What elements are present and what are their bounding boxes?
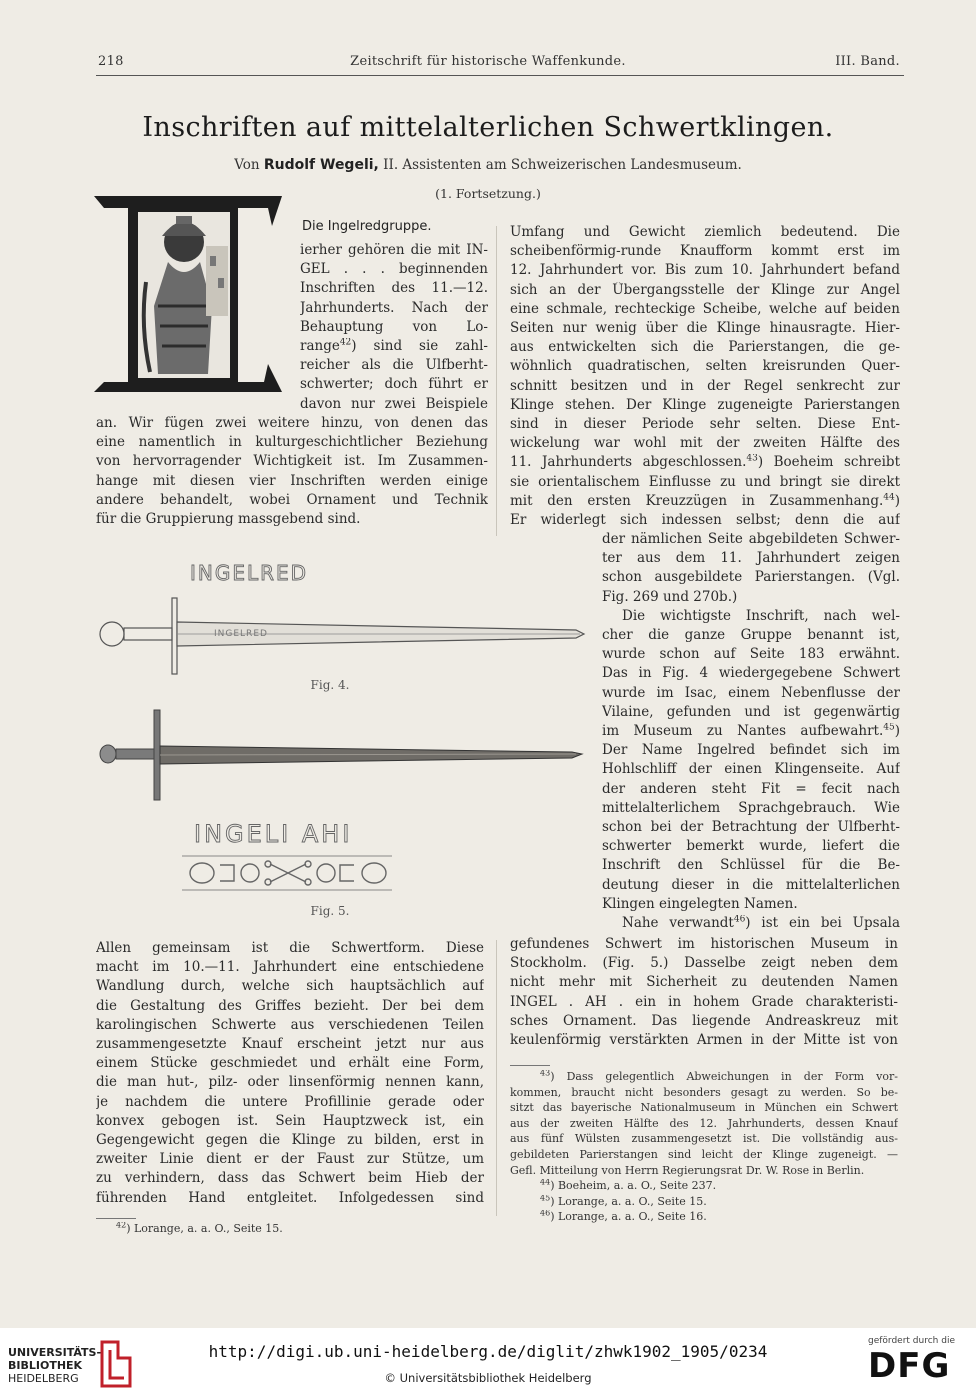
figure-4-sword [96,552,592,692]
text-line: Die wichtigste Inschrift, nach wel- [622,607,900,624]
library-line-3: HEIDELBERG [8,1372,79,1385]
text-line: scheibenförmig-runde Knaufform kommt erst im [510,243,900,260]
text-line: Inschrift den Schlüssel für die Be- [602,857,900,874]
footnote-line: $^{46}$) Lorange, a. a. O., Seite 16. [540,1210,707,1224]
text-line: im Museum zu Nantes aufbewahrt.$^{45}$) [602,723,900,739]
column-divider-bottom [496,940,497,1216]
viewer-footer [0,1328,976,1400]
fig4-blade-text: INGELRED [214,629,268,639]
footnote-line: sitzt das bayerische Nationalmuseum in München ein Schwert [510,1101,898,1115]
text-line: 12. Jahrhundert vor. Bis zum 10. Jahrhundert befand [510,262,900,279]
left-footnote-rule [96,1218,136,1219]
text-line: wurde im Isac, einem Nebenflusse der [602,684,900,701]
text-line: sich an der Übergangsstelle der Klinge zur Angel [510,281,900,298]
text-line: macht im 10.—11. Jahrhundert eine entschiedene [96,959,484,976]
text-line: Fig. 269 und 270b.) [602,588,738,605]
text-line: Nahe verwandt$^{46}$) ist ein bei Upsala [622,915,900,931]
page-number: 218 [98,54,124,69]
text-line: schwerter bemerkt wurde, liefert die [602,838,900,855]
text-line: an. Wir fügen zwei weitere hinzu, von denen das [96,415,488,431]
text-line: schnitt besitzen und in der Regel senkrecht zur [510,377,900,394]
text-line: führenden Hand entgleitet. Infolgedessen sind [96,1189,484,1206]
column-divider-top [496,226,497,536]
text-line: nicht mehr mit Sicherheit zu deutenden Namen [510,974,898,991]
figure-5-sword [96,706,592,806]
text-line: wöhnlich quadratischen, selten kreisrunden Quer- [510,358,900,375]
text-line: deutung dieser in die mittelalterlichen [602,876,900,893]
text-line: Klingen eingelegten Namen. [602,895,798,912]
text-line: zusammengesetzte Knauf erscheint jetzt nur aus [96,1036,484,1052]
footnote-line: $^{43}$) Dass gelegentlich Abweichungen in der Form vor- [540,1070,898,1083]
text-line: Stockholm. (Fig. 5.) Dasselbe zeigt neben dem [510,955,898,972]
footnote-line: gebildeten Parierstangen sind leicht der Klinge zugeneigt. — [510,1148,898,1161]
text-line: schwerter; doch führt er [300,376,488,393]
text-line: konvex gebogen ist. Sein Hauptzweck ist, ein [96,1112,484,1129]
footnote-line: kommen, braucht nicht besonders gesagt zu werden. So be- [510,1085,898,1099]
footnote-line: $^{45}$) Lorange, a. a. O., Seite 15. [540,1194,707,1208]
text-line: Gegengewicht gegen die Klinge zu bilden, erst in [96,1132,484,1148]
text-line: Inschriften des 11.—12. [300,280,488,297]
text-line: aus entwickelten sich die Parierstangen, die ge- [510,339,900,356]
footnote-line: $^{42}$) Lorange, a. a. O., Seite 15. [116,1222,283,1235]
fig4-caption: Fig. 4. [310,678,350,692]
text-line: range$^{42}$) sind sie zahl- [300,338,488,354]
text-line: der anderen steht Fit = fecit nach [602,780,900,797]
text-line: karolingischen Schwerte aus verschiedenen Teilen [96,1016,484,1033]
author-name: Rudolf Wegeli, [263,157,379,173]
figure-5-inscription [178,812,400,896]
text-line: mittelalterlichem Sprachgebrauch. Wie [602,799,900,816]
text-line: einem Stücke geschmiedet und erhält eine Form, [96,1055,484,1072]
text-line: ierher gehören die mit IN- [300,242,488,258]
permalink-url[interactable]: http://digi.ub.uni-heidelberg.de/diglit/zhwk1902_1905/0234 [208,1342,768,1361]
text-line: schon bei der Betrachtung der Ulfberht- [602,819,900,835]
footnote-line: $^{44}$) Boeheim, a. a. O., Seite 237. [540,1179,717,1193]
text-line: Er widerlegt sich indessen selbst; denn die auf [510,512,900,528]
text-line: 11. Jahrhunderts abgeschlossen.$^{43}$) Boeheim schreibt [510,454,900,471]
text-line: zweiter Linie dient er der Faust zur Stütze, um [96,1151,484,1168]
text-line: INGEL . AH . ein in hohem Grade charakteristi- [510,993,898,1010]
text-line: sind in dieser Periode sehr selten. Diese Ent- [510,416,900,432]
footnote-line: Gefl. Mitteilung von Herrn Regierungsrat Dr. W. Rose in Berlin. [510,1163,865,1177]
text-line: reicher als die Ulfberht- [300,357,488,374]
section-heading: Die Ingelredgruppe. [302,219,432,234]
funder-text: gefördert durch die [868,1336,955,1346]
header-rule [96,75,904,76]
article-title: Inschriften auf mittelalterlichen Schwertklingen. [142,112,834,143]
decorated-initial-h [88,186,286,398]
copyright-notice: © Universitätsbibliothek Heidelberg [384,1371,592,1385]
text-line: Allen gemeinsam ist die Schwertform. Diese [96,940,484,956]
text-line: Hohlschliff der einen Klingenseite. Auf [602,761,900,778]
text-line: sches Ornament. Das liegende Andreaskreuz mit [510,1012,898,1029]
journal-title: Zeitschrift für historische Waffenkunde. [350,54,626,69]
text-line: Jahrhunderts. Nach der [300,299,488,316]
text-line: Behauptung von Lo- [300,318,488,335]
fig5-caption: Fig. 5. [310,904,350,918]
text-line: cher die ganze Gruppe benannt ist, [602,627,900,643]
byline [0,157,976,173]
text-line: Vilaine, gefunden und ist gegenwärtig [602,703,900,720]
text-line: schon ausgebildete Parierstangen. (Vgl. [602,569,900,586]
text-line: je nachdem die untere Profillinie gerade oder [96,1093,484,1110]
right-footnote-rule [510,1065,550,1066]
text-line: Klinge stehen. Der Klinge zugeneigte Parierstangen [510,396,900,413]
text-line: andere behandelt, wobei Ornament und Technik [96,491,488,508]
volume-label: III. Band. [835,54,900,69]
text-line: eine schmale, rechteckige Scheibe, welche auf beiden [510,300,900,317]
funder-block [868,1336,968,1386]
text-line: ter aus dem 11. Jahrhundert zeigen [602,550,900,567]
text-line: der nämlichen Seite abgebildeten Schwer- [602,531,900,547]
footnote-line: aus fünf Wülsten zusammengesetzt ist. Die vollständig aus- [510,1132,898,1146]
library-line-1: UNIVERSITÄTS- [8,1346,102,1359]
fig5-inscription: INGELI AHI [194,820,353,848]
text-line: die Gestaltung des Griffes bezieht. Der bei dem [96,997,484,1014]
text-line: wurde schon auf Seite 183 erwähnt. [602,646,900,663]
text-line: sie orientalischem Einflusse zu und bringt sie direkt [510,473,900,490]
text-line: für die Gruppierung massgebend sind. [96,511,361,527]
text-line: Das in Fig. 4 wiedergegebene Schwert [602,665,900,682]
text-line: wickelung war wohl mit der zweiten Hälfte des [510,435,900,452]
continuation-note: (1. Fortsetzung.) [435,186,541,201]
text-line: Umfang und Gewicht ziemlich bedeutend. Die [510,224,900,240]
text-line: Seiten nur wenig über die Klinge hinausragte. Hier- [510,320,900,336]
text-line: keulenförmig verstärkten Armen in der Mitte ist von [510,1032,898,1048]
text-line: zu verhindern, dass das Schwert beim Hieb der [96,1170,484,1187]
byline-affiliation: II. Assistenten am Schweizerischen Landesmuseum. [383,157,742,173]
text-line: die man hut-, pilz- oder linsenförmig nennen kann, [96,1074,484,1091]
dfg-logo: DFG [868,1346,951,1386]
byline-prefix: Von [234,157,260,173]
footnote-line: aus der zweiten Hälfte des 12. Jahrhunderts, dessen Knauf [510,1116,898,1130]
text-line: von hervorragender Wichtigkeit ist. Im Zusammen- [96,453,488,470]
text-line: GEL . . . beginnenden [300,261,488,278]
text-line: Der Name Ingelred befindet sich im [602,742,900,759]
library-line-2: BIBLIOTHEK [8,1359,83,1372]
text-line: mit den ersten Kreuzzügen in Zusammenhang.$^{44}$) [510,492,900,509]
fig4-inscription: INGELRED [190,561,309,585]
text-line: hange mit diesen vier Inschriften werden einige [96,472,488,489]
text-line: gefundenes Schwert im historischen Museum in [510,936,898,952]
text-line: Wandlung durch, welche sich hauptsächlich auf [96,978,484,995]
text-line: eine namentlich in kulturgeschichtlicher Beziehung [96,434,488,451]
text-line: davon nur zwei Beispiele [300,395,488,412]
